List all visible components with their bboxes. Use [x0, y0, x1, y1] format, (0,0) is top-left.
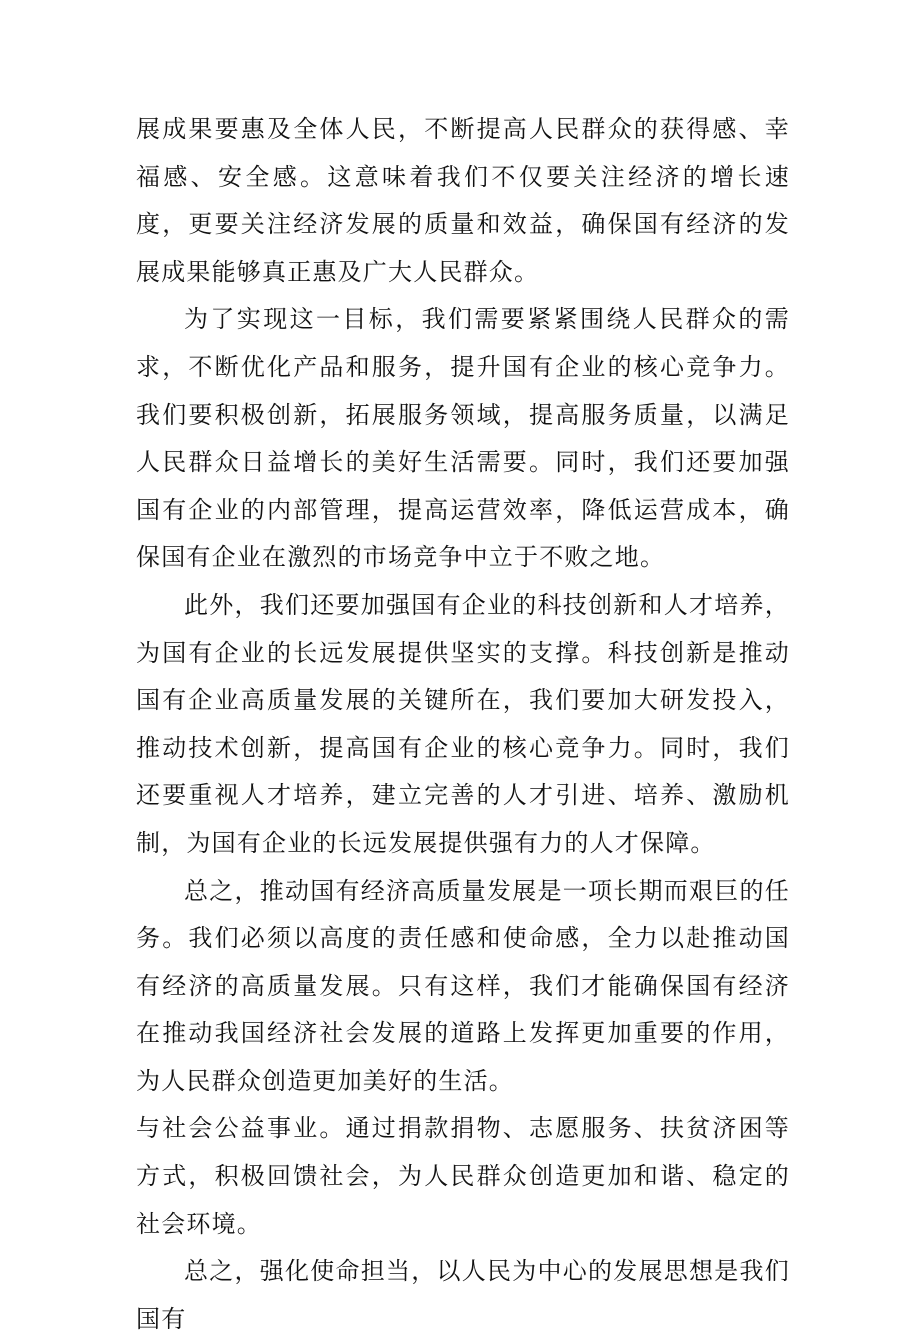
paragraph-3: 此外，我们还要加强国有企业的科技创新和人才培养，为国有企业的长远发展提供坚实的支撑。科技创新是推动国有企业高质量发展的关键所在，我们要加大研发投入，推动技术创新，提高国有企业的核心竞争力。同时，我们还要重视人才培养，建立完善的人才引进、培养、激励机制，为国有企业的长远发展提供强有力的人才保障。	[136, 590, 790, 857]
paragraph-4: 总之，推动国有经济高质量发展是一项长期而艰巨的任务。我们必须以高度的责任感和使命感，全力以赴推动国有经济的高质量发展。只有这样，我们才能确保国有经济在推动我国经济社会发展的道路上发挥更加重要的作用，为人民群众创造更加美好的生活。	[136, 876, 790, 1095]
document-body	[136, 106, 790, 1343]
paragraph-5: 与社会公益事业。通过捐款捐物、志愿服务、扶贫济困等方式，积极回馈社会，为人民群众创造更加和谐、稳定的社会环境。	[136, 1114, 790, 1238]
paragraph-6: 总之，强化使命担当，以人民为中心的发展思想是我们国有	[136, 1257, 790, 1333]
paragraph-2: 为了实现这一目标，我们需要紧紧围绕人民群众的需求，不断优化产品和服务，提升国有企业的核心竞争力。我们要积极创新，拓展服务领域，提高服务质量，以满足人民群众日益增长的美好生活需要。同时，我们还要加强国有企业的内部管理，提高运营效率，降低运营成本，确保国有企业在激烈的市场竞争中立于不败之地。	[136, 305, 790, 572]
paragraph-1: 展成果要惠及全体人民，不断提高人民群众的获得感、幸福感、安全感。这意味着我们不仅要关注经济的增长速度，更要关注经济发展的质量和效益，确保国有经济的发展成果能够真正惠及广大人民群众。	[136, 115, 790, 286]
